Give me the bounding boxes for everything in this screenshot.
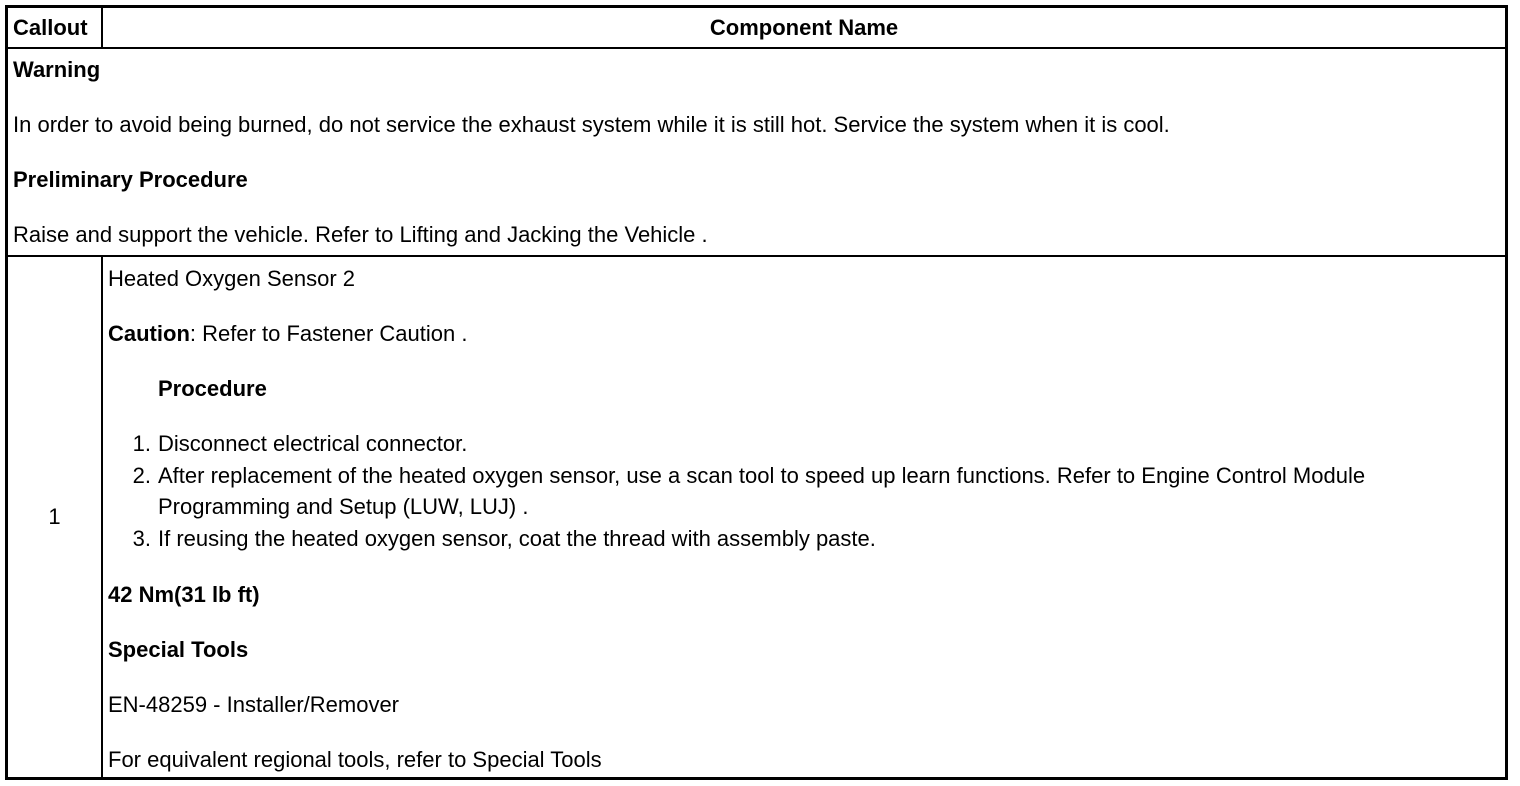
component-table xyxy=(5,5,1508,780)
notes-row xyxy=(8,49,1505,257)
torque-spec: 42 Nm(31 lb ft) xyxy=(108,582,260,607)
caution-line xyxy=(108,321,467,347)
column-header-callout: Callout xyxy=(8,8,103,49)
component-title: Heated Oxygen Sensor 2 xyxy=(108,266,356,291)
caution-text: : Refer to Fastener Caution . xyxy=(189,321,468,346)
procedure-step: Disconnect electrical connector. xyxy=(158,431,468,456)
special-tools-note: For equivalent regional tools, refer to Special Tools xyxy=(108,747,602,772)
caution-label: Caution xyxy=(108,321,190,346)
warning-heading: Warning xyxy=(13,57,101,82)
component-cell xyxy=(103,257,1505,777)
procedure-step: If reusing the heated oxygen sensor, coat the thread with assembly paste. xyxy=(158,526,876,551)
preliminary-procedure-text: Raise and support the vehicle. Refer to Lifting and Jacking the Vehicle . xyxy=(13,222,708,247)
step-number: 3. xyxy=(132,526,151,551)
procedure-step: After replacement of the heated oxygen sensor, use a scan tool to speed up learn functions. Refer to Engine Control Module Programming and Setup (LUW, LUJ) . xyxy=(158,463,1366,519)
callout-number: 1 xyxy=(8,257,103,777)
warning-text: In order to avoid being burned, do not service the exhaust system while it is still hot. Service the system when it is cool. xyxy=(13,112,1170,137)
special-tool-item: EN-48259 - Installer/Remover xyxy=(108,692,400,717)
step-number: 2. xyxy=(132,463,151,488)
column-header-component-name: Component Name xyxy=(103,8,1505,49)
step-number: 1. xyxy=(132,431,151,456)
procedure-heading: Procedure xyxy=(158,376,267,401)
special-tools-heading: Special Tools xyxy=(108,637,249,662)
preliminary-procedure-heading: Preliminary Procedure xyxy=(13,167,248,192)
